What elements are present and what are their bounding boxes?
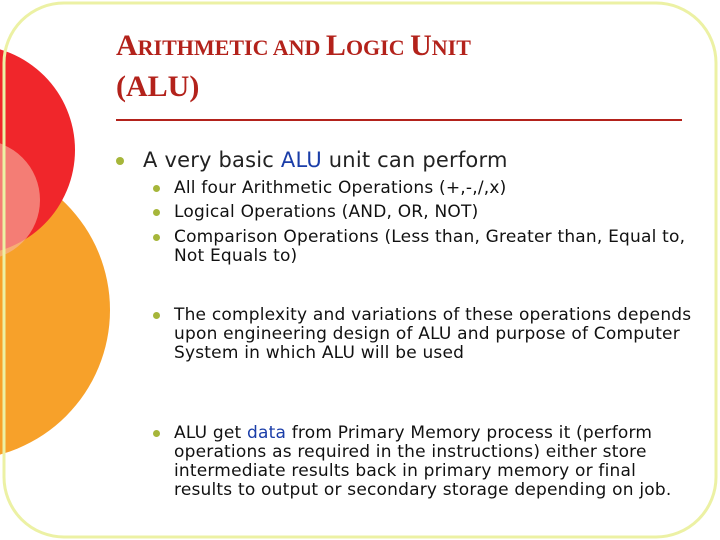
slide-title [116,28,696,105]
bullet-icon [153,234,160,241]
bullet-icon [153,312,160,319]
main-bullet-text: A very basic ALU unit can perform [143,148,508,172]
sub-bullet-1: All four Arithmetic Operations (+,-,/,x) [174,178,507,198]
bullet-icon [153,209,160,216]
bullet-icon [116,157,124,165]
sub-bullet-5: ALU get data from Primary Memory process it (perform operations as required in the instructions) either store intermediate results back in primary memory or final results to output or secondary storage depending on job. [174,423,672,500]
sub-bullet-3: Comparison Operations (Less than, Greater than, Equal to, Not Equals to) [174,227,686,266]
bullet-icon [153,185,160,192]
title-line-1: ARITHMETIC AND LOGIC UNIT [116,29,471,62]
sub-bullet-4: The complexity and variations of these operations depends upon engineering design of ALU and purpose of Computer System in which ALU will be used [174,305,692,363]
title-line-2: (ALU) [116,69,200,103]
highlight-data: data [247,423,287,443]
highlight-alu: ALU [280,148,322,172]
title-underline [116,119,682,121]
sub-bullet-2: Logical Operations (AND, OR, NOT) [174,202,479,222]
bullet-icon [153,430,160,437]
